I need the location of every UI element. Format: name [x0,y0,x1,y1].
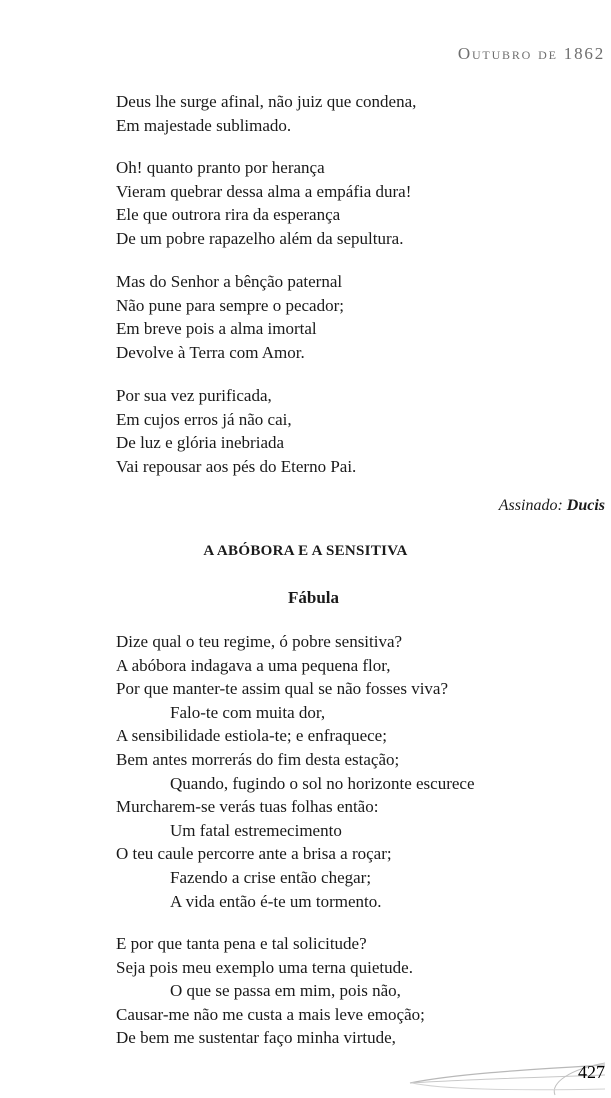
verse-line: Mas do Senhor a bênção paternal [116,272,343,291]
fable-subtitle: Fábula [287,588,340,607]
verse-line: Em cujos erros já não cai, [116,409,292,429]
verse-line: O que se passa em mim, pois não, [170,981,401,1001]
signature [499,497,605,515]
verse-line: Vai repousar aos pés do Eterno Pai. [116,456,357,476]
verse-line: Ele que outrora rira da esperança [116,205,341,225]
poem-stanza [116,156,596,250]
verse-line: Não pune para sempre o pecador; [116,295,344,315]
verse-line: Seja pois meu exemplo uma terna quietude. [116,957,413,977]
signature-name: Ducis [566,497,605,514]
verse-line: De bem me sustentar faço minha virtude, [116,1028,396,1048]
verse-line: De luz e glória inebriada [116,433,285,453]
poem-stanza [116,90,596,137]
poem-stanza [116,270,596,364]
verse-line: Murcharem-se verás tuas folhas então: [116,797,379,817]
verse-line: Bem antes morrerás do fim desta estação; [116,749,400,769]
verse-line: O teu caule percorre ante a brisa a roçar; [116,844,392,864]
running-header: Outubro de 1862 [457,44,605,63]
fable-title: A ABÓBORA E A SENSITIVA [203,543,408,559]
verse-line: A abóbora indagava a uma pequena flor, [116,655,391,675]
verse-line: Devolve à Terra com Amor. [116,342,305,362]
verse-line: Oh! quanto pranto por herança [116,158,325,177]
verse-line: E por que tanta pena e tal solicitude? [116,934,367,953]
page-number: 427 [578,1062,605,1082]
verse-line: Em breve pois a alma imortal [116,319,317,339]
verse-line: Por que manter-te assim qual se não fosses viva? [116,679,449,699]
verse-line: Por sua vez purificada, [116,386,272,405]
verse-line: Deus lhe surge afinal, não juiz que condena, [116,92,417,111]
verse-line: Falo-te com muita dor, [170,702,326,722]
verse-line: Causar-me não me custa a mais leve emoção; [116,1004,425,1024]
fable-stanza [116,932,596,1050]
verse-line: A sensibilidade estiola-te; e enfraquece; [116,726,387,746]
verse-line: Dize qual o teu regime, ó pobre sensitiva? [116,632,403,651]
verse-line: Em majestade sublimado. [116,115,292,135]
signature-label: Assinado: [498,497,563,514]
poem-stanza [116,384,596,478]
verse-line: De um pobre rapazelho além da sepultura. [116,228,404,248]
fable-stanza [116,630,596,913]
verse-line: Um fatal estremecimento [170,820,342,840]
verse-line: Fazendo a crise então chegar; [170,867,372,887]
verse-line: Vieram quebrar dessa alma a empáfia dura! [116,181,412,201]
verse-line: A vida então é-te um tormento. [170,891,382,911]
verse-line: Quando, fugindo o sol no horizonte escurece [170,773,475,793]
